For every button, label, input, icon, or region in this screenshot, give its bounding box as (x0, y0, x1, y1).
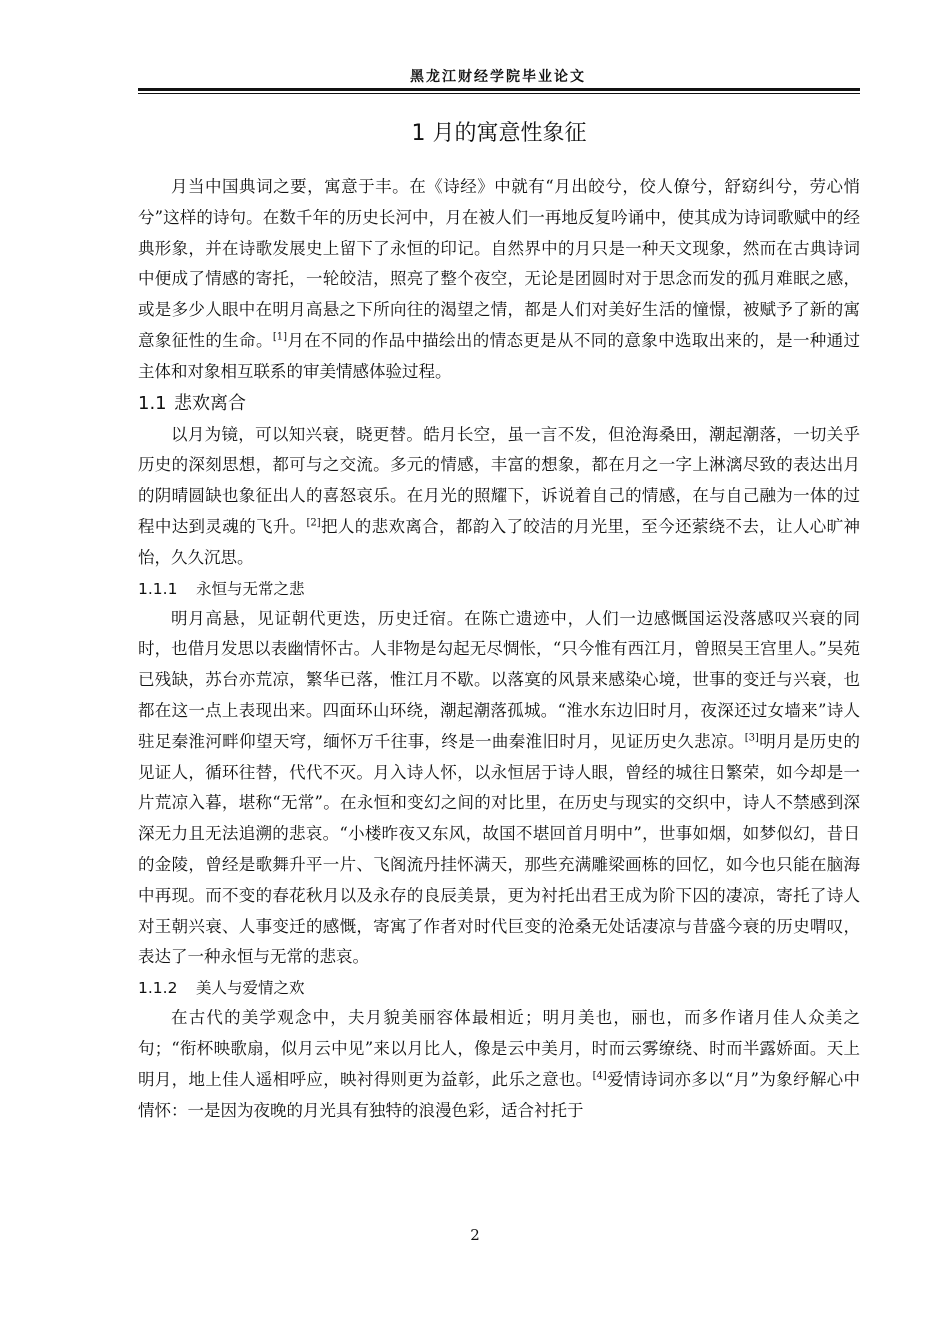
intro-text-b: 月在不同的作品中描绘出的情态更是从不同的意象中选取出来的，是一种通过主体和对象相互联系的审美情感体验过程。 (138, 330, 861, 381)
subsection-title: 永恒与无常之悲 (196, 579, 305, 598)
citation-4: [4] (592, 1070, 607, 1082)
citation-3: [3] (744, 732, 759, 744)
s11-text-b: 把人的悲欢离合，都韵入了皎洁的月光里，至今还萦绕不去，让人心旷神怡，久久沉思。 (138, 516, 861, 567)
subsection-number: 1.1.1 (138, 579, 178, 598)
page-number: 2 (470, 1226, 480, 1244)
section-heading-1-1-1 (138, 574, 860, 604)
citation-1: [1] (272, 331, 287, 343)
intro-paragraph (138, 172, 860, 388)
s112-text-a: 在古代的美学观念中，夫月貌美丽容体最相近；明月美也，丽也，而多作诸月佳人众美之句；“衔杯映歌扇，似月云中见”来以月比人，像是云中美月，时而云雾缭绕、时而半露娇面。天上明月，地上佳人遥相呼应，映衬得则更为益彰，此乐之意也。 (138, 1008, 860, 1089)
s111-text-a: 明月高悬，见证朝代更迭，历史迁宿。在陈亡遗迹中，人们一边感慨国运没落感叹兴衰的同时，也借月发思以表幽情怀古。人非物是勾起无尽惆怅，“只今惟有西江月，曾照吴王宫里人。”吴苑已残缺，苏台亦荒凉，繁华已落，惟江月不歇。以落寞的风景来感染心境，世事的变迁与兴衰，也都在这一点上表现出来。四面环山环绕，潮起潮落孤城。“淮水东边旧时月，夜深还过女墙来”诗人驻足秦淮河畔仰望天穹，缅怀万千往事，终是一曲秦淮旧时月，见证历史久悲凉。 (138, 608, 860, 751)
section-1-1-paragraph (138, 420, 860, 574)
section-number: 1.1 (138, 392, 167, 414)
chapter-title: 1 月的寓意性象征 (411, 121, 587, 146)
subsection-title: 美人与爱情之欢 (196, 979, 305, 998)
s112-text-b: 爱情诗词亦多以“月”为象纾解心中情怀：一是因为夜晚的月光具有独特的浪漫色彩，适合衬托于 (138, 1069, 860, 1120)
body-content (138, 108, 860, 1126)
header-rule-thick (138, 88, 860, 91)
section-title: 悲欢离合 (174, 392, 246, 414)
s11-text-a: 以月为镜，可以知兴衰，晓更替。皓月长空，虽一言不发，但沧海桑田，潮起潮落，一切关乎历史的深刻思想，都可与之交流。多元的情感，丰富的想象，都在月之一字上淋漓尽致的表达出月的阴晴圆缺也象征出人的喜怒哀乐。在月光的照耀下，诉说着自己的情感，在与自己融为一体的过程中达到灵魂的飞升。 (138, 424, 860, 536)
running-header: 黑龙江财经学院毕业论文 (410, 69, 586, 85)
s111-text-b: 明月是历史的见证人，循环往替，代代不灭。月入诗人怀，以永恒居于诗人眼，曾经的城往日繁荣，如今却是一片荒凉入暮，堪称“无常”。在永恒和变幻之间的对比里，在历史与现实的交织中，诗人不禁感到深深无力且无法追溯的悲哀。“小楼昨夜又东风，故国不堪回首月明中”，世事如烟，如梦似幻，昔日的金陵，曾经是歌舞升平一片、飞阁流丹挂怀满天，那些充满雕梁画栋的回忆，如今也只能在脑海中再现。而不变的春花秋月以及永存的良辰美景，更为衬托出君王成为阶下囚的凄凉，寄托了诗人对王朝兴衰、人事变迁的感慨，寄寓了作者对时代巨变的沧桑无处话凄凉与昔盛今衰的历史喟叹，表达了一种永恒与无常的悲哀。 (138, 731, 861, 967)
section-1-1-1-paragraph (138, 604, 860, 974)
section-heading-1-1 (138, 388, 860, 420)
section-heading-1-1-2 (138, 973, 860, 1003)
subsection-number: 1.1.2 (138, 979, 178, 998)
citation-2: [2] (306, 517, 321, 529)
header-rule-thin (138, 93, 860, 94)
section-1-1-2-paragraph (138, 1003, 860, 1126)
intro-text-a: 月当中国典词之要，寓意于丰。在《诗经》中就有“月出皎兮，佼人僚兮，舒窈纠兮，劳心悄兮”这样的诗句。在数千年的历史长河中，月在被人们一再地反复吟诵中，使其成为诗词歌赋中的经典形象，并在诗歌发展史上留下了永恒的印记。自然界中的月只是一种天文现象，然而在古典诗词中便成了情感的寄托，一轮皎洁，照亮了整个夜空，无论是团圆时对于思念而发的孤月难眠之感，或是多少人眼中在明月高悬之下所向往的渴望之情，都是人们对美好生活的憧憬，被赋予了新的寓意象征性的生命。 (138, 177, 860, 350)
